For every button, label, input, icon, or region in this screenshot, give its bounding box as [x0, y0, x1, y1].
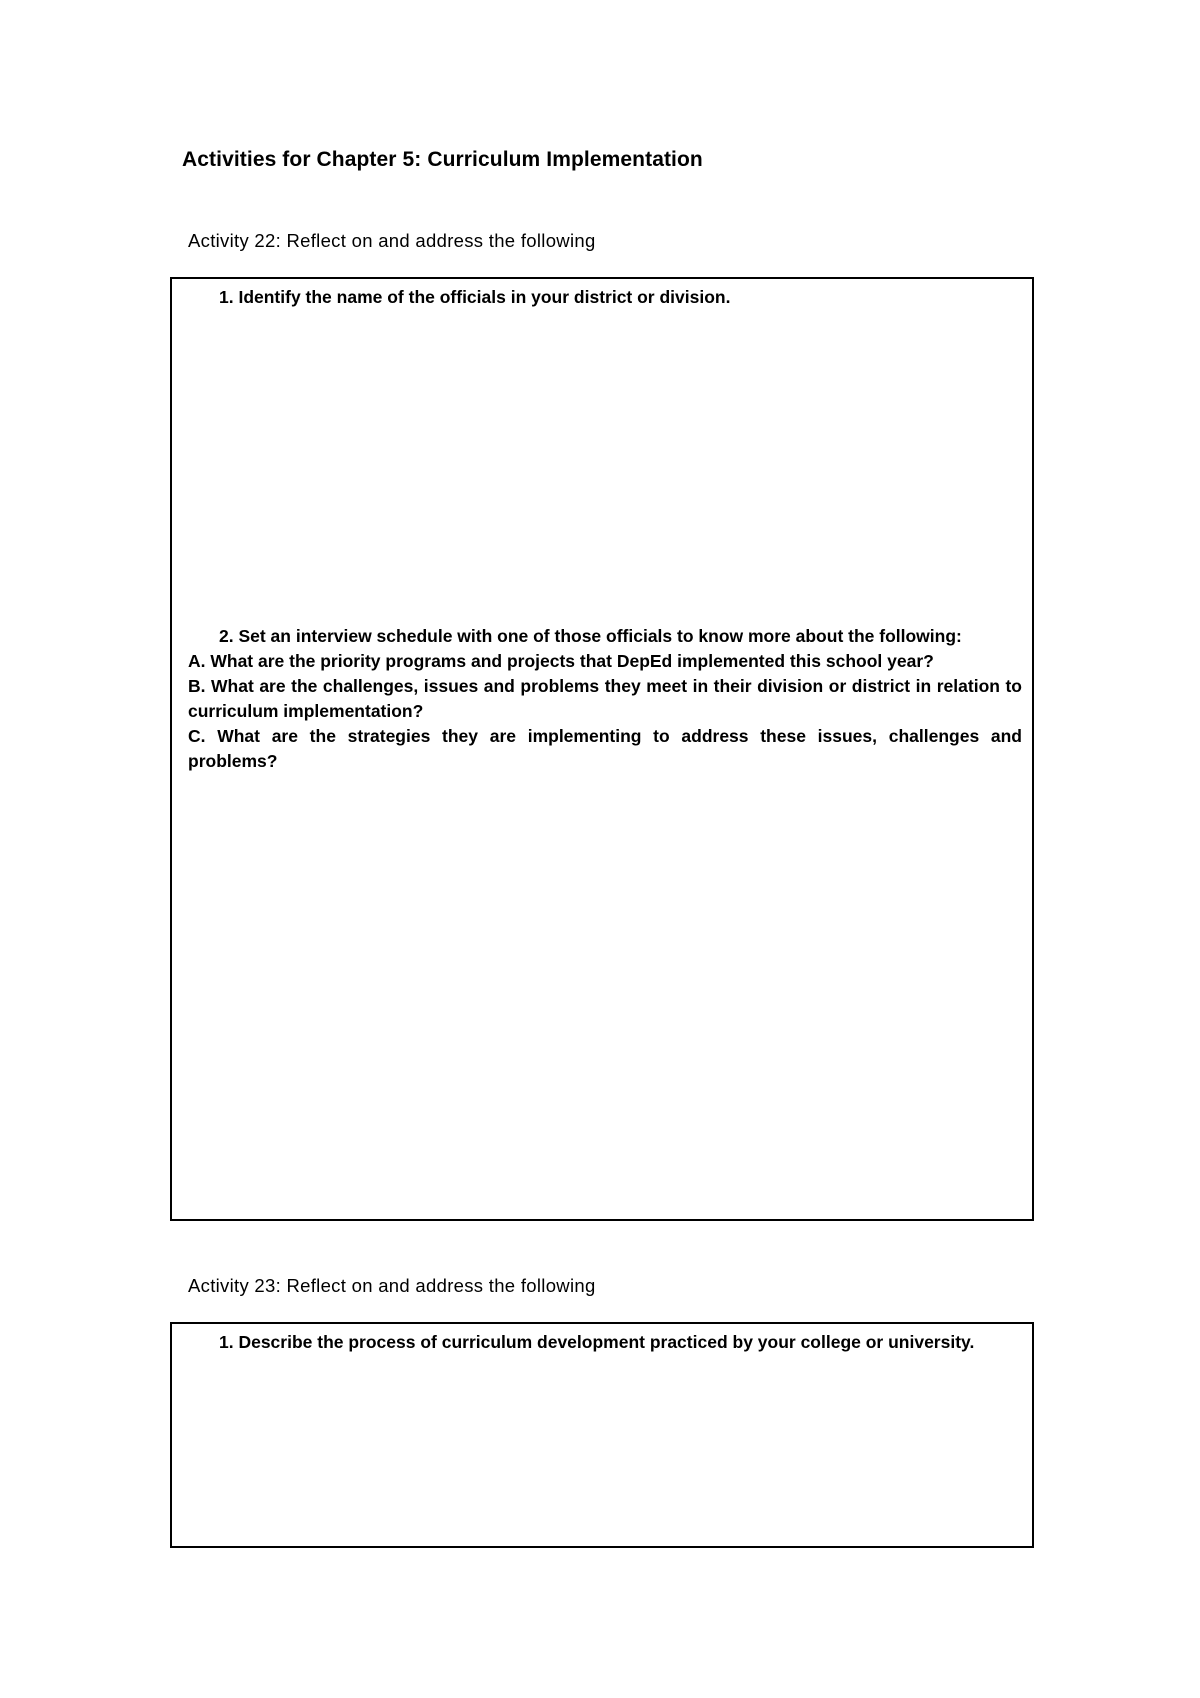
activity-22-answer-box[interactable]: [170, 277, 1034, 1221]
activity-22-question-2-items: [188, 649, 1022, 774]
activity-23-heading: Activity 23: Reflect on and address the following: [188, 1275, 596, 1296]
document-title: Activities for Chapter 5: Curriculum Implementation: [182, 148, 703, 171]
activity-22-heading: Activity 22: Reflect on and address the following: [188, 230, 596, 251]
question-2-item-c: C. What are the strategies they are implementing to address these issues, challenges and problems?: [188, 726, 1022, 771]
activity-22-question-1: 1. Identify the name of the officials in your district or division.: [219, 287, 731, 307]
question-2-item-b: B. What are the challenges, issues and problems they meet in their division or district in relation to curriculum implementation?: [188, 676, 1022, 721]
activity-23-answer-box[interactable]: [170, 1322, 1034, 1548]
question-2-item-a: A. What are the priority programs and projects that DepEd implemented this school year?: [188, 651, 934, 671]
activity-22-question-2: 2. Set an interview schedule with one of those officials to know more about the following:: [219, 626, 962, 646]
activity-23-question-1: 1. Describe the process of curriculum development practiced by your college or university.: [219, 1332, 975, 1352]
